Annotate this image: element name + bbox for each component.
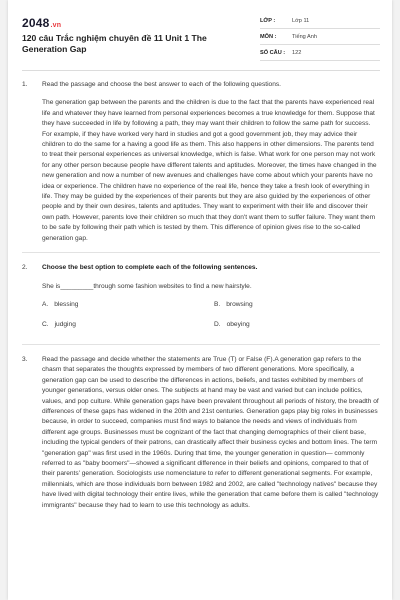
question-separator	[22, 252, 380, 253]
question-prompt: Choose the best option to complete each of the following sentences.	[42, 264, 258, 272]
meta-value: Tiếng Anh	[292, 34, 317, 40]
question-passage: The generation gap between the parents and the children is due to the fact that the parents have experienced real life and whatever they have learned from personal experiences becomes a true knowledge for them. Suppose that they have succeeded in life by following a path, they may want their children to follow the same path for success. For example, if they have worked very hard in studies and got a good government job, they may advice their children to do the same for a having a good life as them. This also happens in other dimensions. The parents tend to treat their personal experiences as universal knowledge, which is false. What work for one person may not work for any other person because people have different talents and aptitudes. Moreover, the times have changed in the new generation and now a number of new avenues and challenges have come about which your parents have no idea or experience. The children have no experience of the real life, hence they take a fresh look of everything in life. They may be guided by the experiences of their parents but they are also guided by the experiences of other people and by their own desires, talents and aptitudes. They want to experiment with their life and discover their own path. However, parents love their children so much that they don't want them to suffer failure. They want them to be safe by following their path which is tested by them. This difference of opinion gives rise to the so-called generation gap.	[42, 99, 377, 242]
meta-table	[260, 16, 380, 64]
meta-row-count	[260, 48, 380, 61]
meta-value: 122	[292, 50, 302, 56]
question-separator	[22, 344, 380, 345]
meta-key: MÔN :	[260, 34, 277, 40]
meta-row-class	[260, 16, 380, 29]
answer-options	[42, 300, 380, 336]
question-sentence: She is_________through some fashion websites to find a new hairstyle.	[42, 282, 252, 290]
question-item	[22, 263, 380, 336]
document-header	[22, 14, 380, 64]
header-divider	[22, 70, 380, 71]
question-passage: Read the passage and decide whether the statements are True (T) or False (F).A generation gap refers to the chasm that separates the thoughts expressed by members of two different generations. More specifically, a generation gap can be used to describe the differences in actions, beliefs, and tastes exhibited by members of younger generations, versus older ones. The subjects at hand may be vast and varied but can include politics, values, and pop culture. While generation gaps have been prevalent throughout all periods of history, the breadth of differences of these gaps has widened in the 20th and 21st centuries. Generation gaps play big roles in businesses because, in order to succeed, companies must find ways to balance the needs and views of individuals from different age groups. Businesses must be cognizant of the fact that changing demographics of their client base, including the typical genders of their patrons, can drastically affect their business cycles and bottom lines. The term "generation gap" was first used in the 1960s. During that time, the younger generation in question— commonly referred to as "baby boomers"—showed a significant difference in their beliefs and opinions, compared to that of their parents' generation. Sociologists use nomenclature to refer to different generational segments. For example, millennials, which are those individuals born between 1982 and 2002, are called "technology natives" because they have lived with digital technology their entire lives, while the generation that came before them is called "technology immigrants" because they had to learn to use this technology as adults.	[42, 355, 379, 509]
document-title: 120 câu Trắc nghiệm chuyên đề 11 Unit 1 The Generation Gap	[22, 33, 207, 54]
option-c[interactable]	[42, 320, 202, 330]
option-label: A.	[42, 300, 49, 308]
logo-suffix: .vn	[50, 22, 62, 29]
option-label: C.	[42, 320, 49, 328]
option-text: browsing	[226, 300, 253, 308]
question-item	[22, 355, 380, 511]
option-text: obeying	[226, 320, 250, 328]
question-number: 1.	[22, 81, 28, 88]
meta-key: SỐ CÂU :	[260, 50, 286, 56]
question-number: 3.	[22, 355, 28, 363]
question-prompt: Read the passage and choose the best answer to each of the following questions.	[42, 81, 282, 88]
logo-text: 2048	[22, 16, 50, 30]
option-text: judging	[54, 320, 76, 328]
option-label: D.	[214, 320, 221, 328]
meta-value: Lớp 11	[292, 18, 310, 24]
option-label: B.	[214, 300, 221, 308]
option-text: blessing	[54, 300, 79, 308]
option-a[interactable]	[42, 300, 202, 310]
meta-row-subject	[260, 32, 380, 45]
question-item	[22, 80, 380, 244]
questions-list	[22, 80, 380, 519]
document-page	[8, 0, 392, 600]
option-b[interactable]	[214, 300, 374, 310]
question-number: 2.	[22, 264, 28, 272]
site-logo[interactable]	[22, 16, 61, 30]
option-d[interactable]	[214, 320, 374, 330]
meta-key: LỚP :	[260, 18, 276, 24]
